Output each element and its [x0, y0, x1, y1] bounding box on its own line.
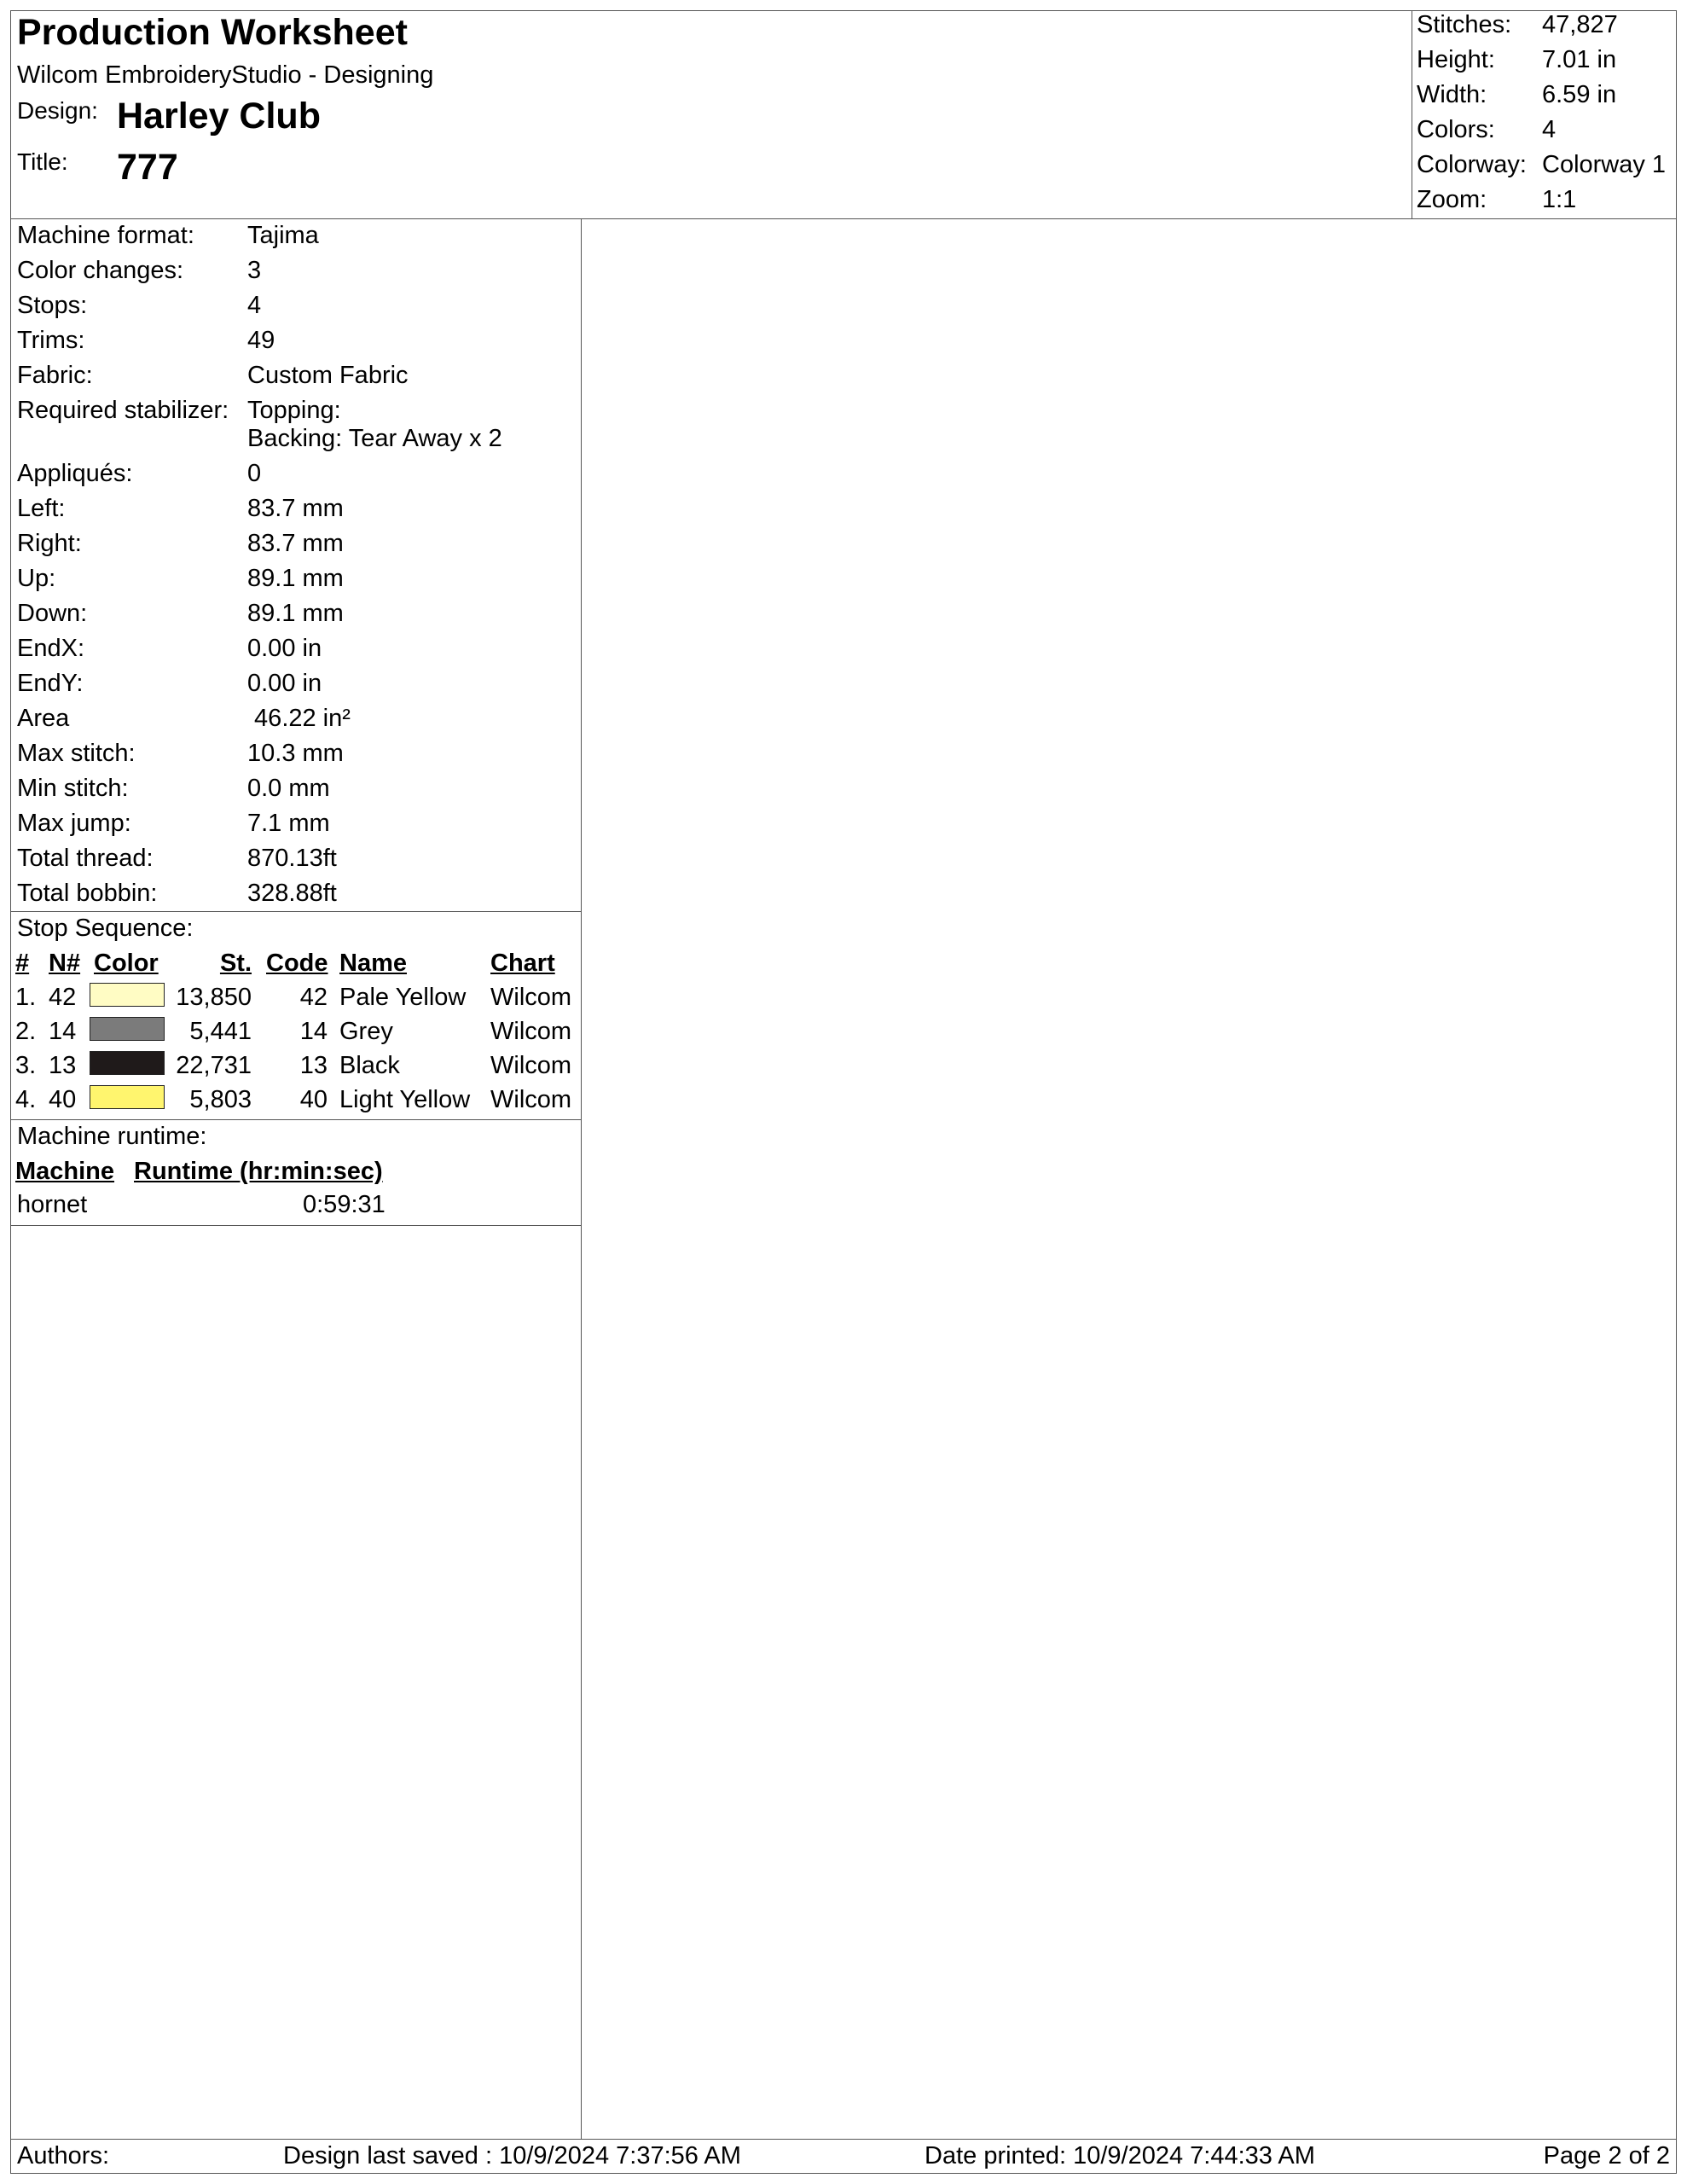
summary-value: Colorway 1: [1542, 151, 1667, 178]
design-label: Design:: [17, 97, 98, 124]
detail-value: 0.00 in: [247, 635, 322, 662]
detail-label: Area: [17, 705, 70, 732]
detail-label: Left:: [17, 495, 66, 522]
runtime-title: Machine runtime:: [17, 1123, 207, 1150]
detail-value: 7.1 mm: [247, 810, 330, 837]
row-stitches: 22,731: [176, 1052, 252, 1079]
row-number: 2.: [15, 1018, 37, 1045]
detail-value: 328.88ft: [247, 880, 337, 907]
detail-value: 0: [247, 460, 262, 487]
page-title: Production Worksheet: [17, 12, 408, 53]
color-swatch: [90, 1051, 165, 1075]
summary-label: Height:: [1417, 46, 1495, 73]
row-needle: 13: [49, 1052, 77, 1079]
detail-label: Max jump:: [17, 810, 131, 837]
summary-value: 47,827: [1542, 11, 1618, 38]
section-divider: [10, 1225, 582, 1226]
summary-value: 7.01 in: [1542, 46, 1617, 73]
column-header-number: #: [15, 950, 30, 977]
row-code: 42: [299, 984, 328, 1011]
column-header-stitches: St.: [219, 950, 252, 977]
summary-label: Stitches:: [1417, 11, 1512, 38]
detail-value: 870.13ft: [247, 845, 337, 872]
detail-label: Machine format:: [17, 222, 194, 249]
summary-label: Colorway:: [1417, 151, 1527, 178]
column-header-machine: Machine: [15, 1158, 115, 1185]
detail-value: 49: [247, 327, 275, 354]
row-chart: Wilcom: [490, 1052, 572, 1079]
row-code: 14: [299, 1018, 328, 1045]
summary-label: Colors:: [1417, 116, 1495, 143]
row-chart: Wilcom: [490, 984, 572, 1011]
row-needle: 40: [49, 1086, 77, 1113]
detail-value: Backing: Tear Away x 2: [247, 425, 502, 452]
row-number: 3.: [15, 1052, 37, 1079]
column-header-code: Code: [266, 950, 328, 977]
footer-divider: [10, 2139, 1677, 2140]
row-color-name: Light Yellow: [339, 1086, 471, 1113]
detail-label: Color changes:: [17, 257, 184, 284]
detail-label: Total bobbin:: [17, 880, 158, 907]
detail-label: EndX:: [17, 635, 84, 662]
design-name: Harley Club: [117, 96, 321, 136]
title-label: Title:: [17, 148, 68, 175]
row-chart: Wilcom: [490, 1018, 572, 1045]
detail-value: 0.00 in: [247, 670, 322, 697]
color-swatch: [90, 983, 165, 1007]
stop-sequence-title: Stop Sequence:: [17, 915, 194, 942]
header-divider: [10, 218, 1677, 219]
detail-label: Stops:: [17, 292, 88, 319]
column-header-runtime: Runtime (hr:min:sec): [134, 1158, 383, 1185]
detail-value: 10.3 mm: [247, 740, 344, 767]
row-stitches: 13,850: [176, 984, 252, 1011]
detail-label: Appliqués:: [17, 460, 133, 487]
detail-label: Max stitch:: [17, 740, 136, 767]
summary-label: Width:: [1417, 81, 1487, 108]
detail-value: Custom Fabric: [247, 362, 409, 389]
row-machine: hornet: [17, 1191, 88, 1218]
title-value: 777: [117, 147, 178, 188]
row-needle: 14: [49, 1018, 77, 1045]
footer-last-saved: Design last saved : 10/9/2024 7:37:56 AM: [283, 2142, 741, 2169]
column-header-chart: Chart: [490, 950, 555, 977]
summary-value: 1:1: [1542, 186, 1577, 213]
row-number: 1.: [15, 984, 37, 1011]
row-color-name: Pale Yellow: [339, 984, 467, 1011]
detail-value: Topping:: [247, 397, 341, 424]
detail-label: Down:: [17, 600, 88, 627]
detail-label: Fabric:: [17, 362, 93, 389]
footer-page-number: Page 2 of 2: [1543, 2142, 1670, 2169]
footer-date-printed: Date printed: 10/9/2024 7:44:33 AM: [925, 2142, 1315, 2169]
row-number: 4.: [15, 1086, 37, 1113]
row-stitches: 5,803: [189, 1086, 252, 1113]
row-color-name: Grey: [339, 1018, 393, 1045]
column-divider: [581, 218, 582, 2139]
detail-label: Trims:: [17, 327, 85, 354]
row-chart: Wilcom: [490, 1086, 572, 1113]
detail-value: 0.0 mm: [247, 775, 330, 802]
detail-value: 46.22 in²: [247, 705, 351, 732]
detail-value: 89.1 mm: [247, 600, 344, 627]
detail-label: Up:: [17, 565, 56, 592]
detail-label: Required stabilizer:: [17, 397, 229, 424]
summary-label: Zoom:: [1417, 186, 1487, 213]
row-color-name: Black: [339, 1052, 400, 1079]
detail-label: Min stitch:: [17, 775, 129, 802]
row-code: 13: [299, 1052, 328, 1079]
color-swatch: [90, 1017, 165, 1041]
column-header-color: Color: [94, 950, 159, 977]
detail-value: 89.1 mm: [247, 565, 344, 592]
software-name: Wilcom EmbroideryStudio - Designing: [17, 61, 434, 89]
color-swatch: [90, 1085, 165, 1109]
section-divider: [10, 1119, 582, 1120]
row-code: 40: [299, 1086, 328, 1113]
detail-label: EndY:: [17, 670, 84, 697]
column-header-needle: N#: [49, 950, 81, 977]
section-divider: [10, 911, 582, 912]
column-header-name: Name: [339, 950, 407, 977]
summary-value: 4: [1542, 116, 1557, 143]
footer-authors: Authors:: [17, 2142, 109, 2169]
summary-value: 6.59 in: [1542, 81, 1617, 108]
row-runtime: 0:59:31: [303, 1191, 386, 1218]
detail-value: 83.7 mm: [247, 495, 344, 522]
detail-label: Total thread:: [17, 845, 154, 872]
detail-value: Tajima: [247, 222, 319, 249]
detail-label: Right:: [17, 530, 82, 557]
detail-value: 4: [247, 292, 262, 319]
row-needle: 42: [49, 984, 77, 1011]
detail-value: 83.7 mm: [247, 530, 344, 557]
detail-value: 3: [247, 257, 262, 284]
row-stitches: 5,441: [189, 1018, 252, 1045]
